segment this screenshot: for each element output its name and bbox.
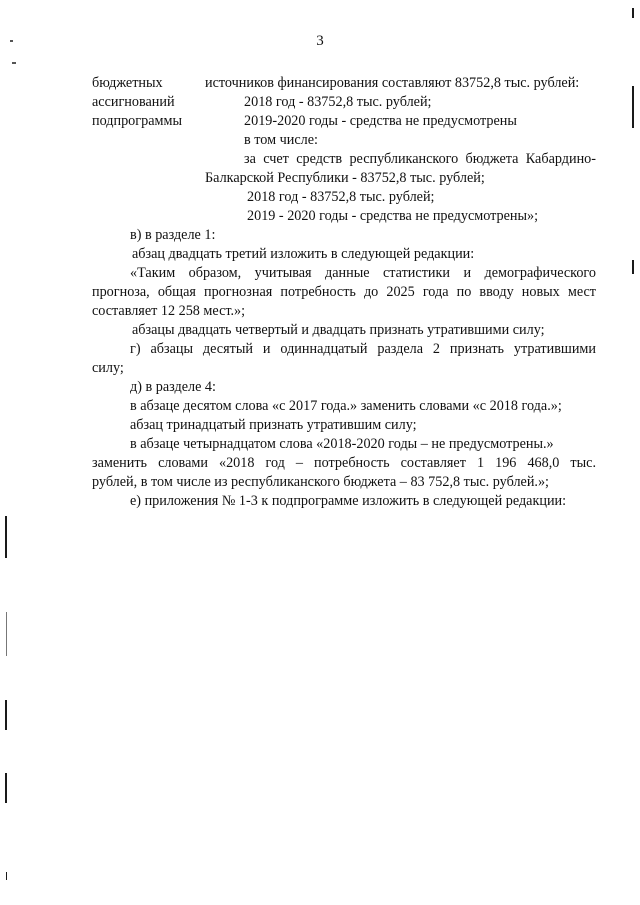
body-line: рублей, в том числе из республиканского бюджета – 83 752,8 тыс. рублей.»; [92,474,549,490]
scan-edge-mark [632,86,634,128]
scan-edge-mark [632,260,634,274]
scan-edge-mark [5,516,7,558]
scan-edge-mark [5,700,7,730]
passport-value-line: за счет средств республиканского бюджета Кабардино- [244,151,596,167]
passport-value-line: 2019-2020 годы - средства не предусмотрены [244,113,517,129]
body-line: е) приложения № 1-3 к подпрограмме изложить в следующей редакции: [130,493,567,509]
body-line: прогноза, общая прогнозная потребность до 2025 года по вводу новых мест [92,284,596,300]
scan-edge-mark [6,872,7,880]
scan-speck [10,40,13,42]
body-line: г) абзацы десятый и одиннадцатый раздела 2 признать утратившими [130,341,596,357]
body-line: в) в разделе 1: [130,227,216,243]
passport-value-line: 2018 год - 83752,8 тыс. рублей; [247,189,435,205]
scan-edge-mark [5,773,7,803]
body-line: силу; [92,360,124,376]
body-line: составляет 12 258 мест.»; [92,303,246,319]
scan-edge-mark [6,612,7,656]
passport-label-line: бюджетных [92,75,163,91]
body-line: абзац тринадцатый признать утратившим силу; [130,417,417,433]
passport-label-line: ассигнований [92,94,175,110]
body-line: д) в разделе 4: [130,379,216,395]
passport-value-line: источников финансирования составляют 83752,8 тыс. рублей: [205,75,580,91]
page-number: 3 [316,33,324,49]
passport-value-line: Балкарской Республики - 83752,8 тыс. рублей; [205,170,485,186]
body-line: заменить словами «2018 год – потребность составляет 1 196 468,0 тыс. [92,455,596,471]
body-line: абзацы двадцать четвертый и двадцать признать утратившими силу; [132,322,545,338]
passport-label-line: подпрограммы [92,113,182,129]
body-line: в абзаце четырнадцатом слова «2018-2020 годы – не предусмотрены.» [130,436,554,452]
body-line: абзац двадцать третий изложить в следующей редакции: [132,246,475,262]
passport-value-line: в том числе: [244,132,318,148]
passport-value-line: 2018 год - 83752,8 тыс. рублей; [244,94,432,110]
body-line: в абзаце десятом слова «с 2017 года.» заменить словами «с 2018 года.»; [130,398,562,414]
body-line: «Таким образом, учитывая данные статистики и демографического [130,265,596,281]
scan-edge-mark [632,8,634,18]
scan-speck [12,62,16,64]
passport-value-line: 2019 - 2020 годы - средства не предусмотрены»; [247,208,539,224]
